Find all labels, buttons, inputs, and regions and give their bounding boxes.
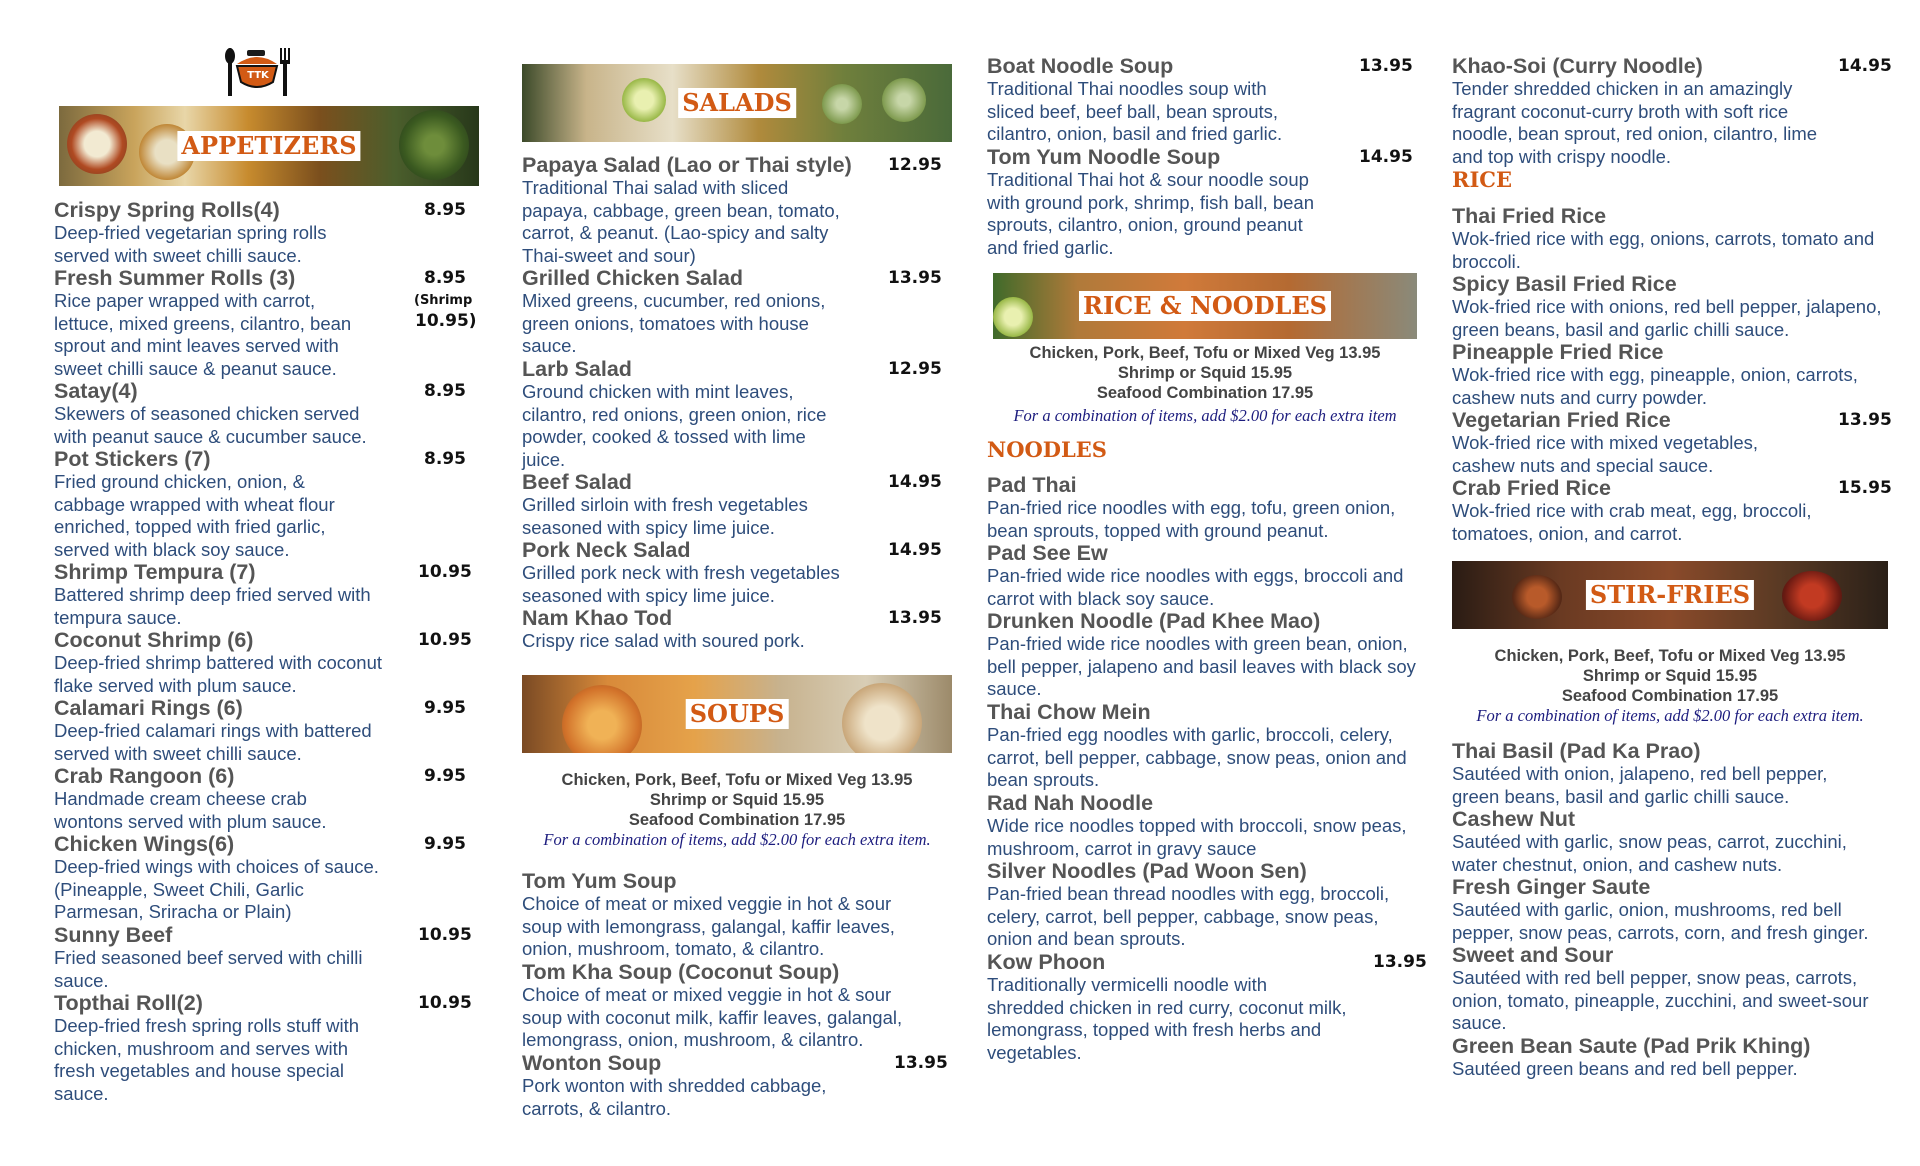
item-name: Fresh Ginger Saute (1452, 875, 1651, 899)
item-price: 15.95 (1838, 478, 1892, 498)
item-description: Fried seasoned beef served with chilli sauce. (54, 947, 363, 991)
item-name: Satay(4) (54, 379, 138, 403)
item-name: Silver Noodles (Pad Woon Sen) (987, 859, 1307, 883)
item-name: Crab Rangoon (6) (54, 764, 235, 788)
soup-bowl-image (842, 683, 922, 753)
menu-item (987, 792, 1427, 860)
item-description: Sautéed green beans and red bell pepper. (1452, 1058, 1798, 1079)
item-name: Vegetarian Fried Rice (1452, 408, 1671, 432)
item-price: 10.95 (418, 562, 472, 582)
item-description: Sautéed with onion, jalapeno, red bell pepper, green beans, basil and garlic chilli sauce. (1452, 763, 1828, 807)
item-price: 8.95 (424, 381, 466, 401)
item-name: Fresh Summer Rolls (3) (54, 266, 296, 290)
menu-item (987, 55, 1427, 146)
item-description: Choice of meat or mixed veggie in hot & sour soup with lemongrass, galangal, kaffir leaves, onion, mushroom, tomato, & cilantro. (522, 893, 895, 959)
eggplant-image (882, 78, 926, 122)
soups-options (522, 770, 952, 850)
menu-item (1452, 273, 1892, 341)
options-line: Shrimp or Squid 15.95 (649, 791, 825, 809)
menu-item (54, 561, 484, 629)
item-price: 12.95 (888, 359, 942, 379)
item-price: 13.95 (1373, 952, 1427, 972)
item-name: Wonton Soup (522, 1051, 662, 1075)
item-name: Beef Salad (522, 470, 632, 494)
item-description: Deep-fried vegetarian spring rolls served with sweet chilli sauce. (54, 222, 327, 266)
options-line: Shrimp or Squid 15.95 (1582, 667, 1758, 685)
item-name: Shrimp Tempura (7) (54, 560, 256, 584)
appetizers-list (54, 199, 484, 1105)
noodles-list (987, 474, 1427, 1064)
menu-item (54, 380, 484, 448)
section-title-rice-noodles: RICE & NOODLES (1079, 291, 1331, 321)
item-name: Thai Chow Mein (987, 700, 1151, 724)
item-description: Pan-fried egg noodles with garlic, broccoli, celery, carrot, bell pepper, cabbage, snow peas, onion and bean sprouts. (987, 724, 1407, 790)
options-line: Seafood Combination 17.95 (1096, 384, 1314, 402)
menu-item (987, 542, 1427, 610)
salads-list (522, 154, 952, 653)
item-name: Drunken Noodle (Pad Khee Mao) (987, 609, 1321, 633)
item-description: Wok-fried rice with crab meat, egg, broccoli, tomatoes, onion, and carrot. (1452, 500, 1812, 544)
menu-item (522, 358, 952, 471)
item-price: 10.95 (418, 925, 472, 945)
menu-item (54, 924, 484, 992)
menu-item (522, 1052, 952, 1120)
menu-item (54, 199, 484, 267)
item-description: Pan-fried bean thread noodles with egg, broccoli, celery, carrot, bell pepper, cabbage, snow peas, onion and bean sprouts. (987, 883, 1390, 949)
item-description: Rice paper wrapped with carrot, lettuce, mixed greens, cilantro, bean sprout and mint leaves served with sweet chilli sauce & peanut sauce. (54, 290, 352, 379)
item-description: Sautéed with garlic, onion, mushrooms, red bell pepper, snow peas, carrots, corn, and fresh ginger. (1452, 899, 1869, 943)
item-name: Crispy Spring Rolls(4) (54, 198, 280, 222)
eggplant-image (822, 84, 862, 124)
menu-item (1452, 1035, 1892, 1081)
options-line: Seafood Combination 17.95 (1561, 687, 1779, 705)
menu-item (522, 961, 952, 1052)
item-description: Traditional Thai salad with sliced papaya, cabbage, green bean, tomato, carrot, & peanut. (Lao-spicy and salty Thai-sweet and sour) (522, 177, 840, 266)
item-price: 9.95 (424, 766, 466, 786)
menu-item (522, 539, 952, 607)
item-description: Traditional Thai noodles soup with sliced beef, beef ball, bean sprouts, cilantro, onion, basil and fried garlic. (987, 78, 1283, 144)
item-price: 9.95 (424, 698, 466, 718)
item-description: Wide rice noodles topped with broccoli, snow peas, mushroom, carrot in gravy sauce (987, 815, 1407, 859)
item-name: Boat Noodle Soup (987, 54, 1174, 78)
menu-item (54, 629, 484, 697)
item-description: Sautéed with garlic, snow peas, carrot, zucchini, water chestnut, onion, and cashew nuts. (1452, 831, 1847, 875)
menu-item (522, 267, 952, 358)
item-price: 13.95 (894, 1053, 948, 1073)
item-name: Khao-Soi (Curry Noodle) (1452, 54, 1703, 78)
section-title-salads: SALADS (678, 88, 796, 118)
pepper-image (1782, 571, 1842, 621)
item-name: Pork Neck Salad (522, 538, 691, 562)
item-description: Deep-fried wings with choices of sauce.(Pineapple, Sweet Chili, Garlic Parmesan, Sriracha or Plain) (54, 856, 379, 922)
menu-item (54, 267, 484, 380)
menu-item (54, 448, 484, 561)
item-name: Pad Thai (987, 473, 1077, 497)
section-title-appetizers: APPETIZERS (177, 131, 360, 161)
item-name: Tom Yum Noodle Soup (987, 145, 1221, 169)
item-name: Cashew Nut (1452, 807, 1576, 831)
menu-item (1452, 55, 1892, 168)
menu-item (522, 870, 952, 961)
item-name: Crab Fried Rice (1452, 476, 1611, 500)
item-name: Pineapple Fried Rice (1452, 340, 1664, 364)
item-description: Grilled sirloin with fresh vegetables seasoned with spicy lime juice. (522, 494, 808, 538)
item-price: 8.95 (424, 268, 466, 288)
item-description: Traditionally vermicelli noodle with shredded chicken in red curry, coconut milk, lemongrass, topped with fresh herbs and vegetables. (987, 974, 1347, 1063)
item-name: Sunny Beef (54, 923, 173, 947)
food-bowl-image (67, 114, 127, 174)
item-description: Skewers of seasoned chicken served with peanut sauce & cucumber sauce. (54, 403, 367, 447)
item-name: Calamari Rings (6) (54, 696, 243, 720)
section-title-soups: SOUPS (686, 699, 789, 729)
item-name: Chicken Wings(6) (54, 832, 235, 856)
pepper-image (1512, 575, 1562, 619)
soups-list (522, 870, 952, 1120)
stir-fries-list (1452, 740, 1892, 1081)
item-name: Thai Fried Rice (1452, 204, 1607, 228)
item-description: Pan-fried rice noodles with egg, tofu, green onion, bean sprouts, topped with ground peanut. (987, 497, 1396, 541)
menu-item (54, 697, 484, 765)
menu-item (522, 154, 952, 267)
logo-text: TTK (247, 70, 269, 81)
item-price: 14.95 (888, 472, 942, 492)
options-line: Chicken, Pork, Beef, Tofu or Mixed Veg 13.95 (1494, 647, 1846, 665)
item-description: Crispy rice salad with soured pork. (522, 630, 805, 651)
menu-item (1452, 944, 1892, 1035)
menu-item (987, 860, 1427, 951)
item-description: Deep-fried fresh spring rolls stuff with chicken, mushroom and serves with fresh vegetables and house special sauce. (54, 1015, 360, 1104)
rice-noodles-options (993, 343, 1417, 426)
rice-noodles-banner (993, 273, 1417, 339)
menu-item (1452, 808, 1892, 876)
menu-item (54, 765, 484, 833)
options-note: For a combination of items, add $2.00 for each extra item. (543, 830, 931, 849)
item-description: Ground chicken with mint leaves, cilantro, red onions, green onion, rice powder, cooked & tossed with lime juice. (522, 381, 827, 470)
item-price: 12.95 (888, 155, 942, 175)
item-price: 10.95 (418, 993, 472, 1013)
menu-item (1452, 477, 1892, 545)
menu-item (987, 610, 1427, 701)
options-line: Chicken, Pork, Beef, Tofu or Mixed Veg 13.95 (561, 771, 913, 789)
menu-item (987, 951, 1427, 1064)
item-description: Handmade cream cheese crab wontons served with plum sauce. (54, 788, 327, 832)
section-title-stir-fries: STIR-FRIES (1586, 580, 1754, 610)
item-description: Wok-fried rice with mixed vegetables, cashew nuts and special sauce. (1452, 432, 1759, 476)
item-description: Traditional Thai hot & sour noodle soup with ground pork, shrimp, fish ball, bean sprouts, cilantro, onion, ground peanut and fried garlic. (987, 169, 1315, 258)
options-note: For a combination of items, add $2.00 for each extra item (1013, 406, 1397, 425)
khao-soi-item (1452, 55, 1892, 168)
rice-list (1452, 205, 1892, 545)
item-name: Rad Nah Noodle (987, 791, 1154, 815)
item-name: Kow Phoon (987, 950, 1106, 974)
item-price: 8.95 (424, 449, 466, 469)
menu-item (987, 146, 1427, 259)
item-price-note: (Shrimp (414, 293, 473, 308)
lime-image (622, 78, 666, 122)
item-price: 8.95 (424, 200, 466, 220)
item-description: Grilled pork neck with fresh vegetables seasoned with spicy lime juice. (522, 562, 840, 606)
item-name: Tom Kha Soup (Coconut Soup) (522, 960, 840, 984)
item-description: Pork wonton with shredded cabbage, carrots, & cilantro. (522, 1075, 827, 1119)
item-name: Coconut Shrimp (6) (54, 628, 254, 652)
item-name: Pot Stickers (7) (54, 447, 211, 471)
item-description: Pan-fried wide rice noodles with eggs, broccoli and carrot with black soy sauce. (987, 565, 1404, 609)
section-title-noodles: NOODLES (987, 437, 1107, 462)
item-name: Tom Yum Soup (522, 869, 677, 893)
item-price: 13.95 (1838, 410, 1892, 430)
herb-image (399, 110, 469, 180)
menu-item (522, 607, 952, 653)
item-description: Battered shrimp deep fried served with tempura sauce. (54, 584, 371, 628)
noodle-soups-list (987, 55, 1427, 259)
item-description: Fried ground chicken, onion, & cabbage wrapped with wheat flour enriched, topped with fried garlic, served with black soy sauce. (54, 471, 335, 560)
stir-fries-banner (1452, 561, 1888, 629)
item-price: 14.95 (1359, 147, 1413, 167)
section-title-rice: RICE (1452, 167, 1512, 192)
item-description: Tender shredded chicken in an amazingly fragrant coconut-curry broth with soft rice noodle, bean sprout, red onion, cilantro, lime and top with crispy noodle. (1452, 78, 1818, 167)
menu-item (1452, 409, 1892, 477)
salads-banner (522, 64, 952, 142)
item-price: 13.95 (1359, 56, 1413, 76)
item-name: Nam Khao Tod (522, 606, 673, 630)
soups-banner (522, 675, 952, 753)
item-name: Grilled Chicken Salad (522, 266, 744, 290)
item-name: Spicy Basil Fried Rice (1452, 272, 1677, 296)
item-name: Pad See Ew (987, 541, 1108, 565)
menu-item (987, 474, 1427, 542)
item-description: Pan-fried wide rice noodles with green bean, onion, bell pepper, jalapeno and basil leaves with black soy sauce. (987, 633, 1416, 699)
item-description: Wok-fried rice with egg, onions, carrots, tomato and broccoli. (1452, 228, 1875, 272)
options-line: Seafood Combination 17.95 (628, 811, 846, 829)
item-description: Sautéed with red bell pepper, snow peas, carrots, onion, tomato, pineapple, zucchini, and sweet-sour sauce. (1452, 967, 1869, 1033)
item-description: Wok-fried rice with egg, pineapple, onion, carrots, cashew nuts and curry powder. (1452, 364, 1858, 408)
appetizers-banner (59, 106, 479, 186)
item-price: 14.95 (1838, 56, 1892, 76)
item-name: Topthai Roll(2) (54, 991, 203, 1015)
item-name: Thai Basil (Pad Ka Prao) (1452, 739, 1701, 763)
menu-item (522, 471, 952, 539)
item-name: Larb Salad (522, 357, 632, 381)
item-price: 10.95 (418, 630, 472, 650)
item-price: 13.95 (888, 608, 942, 628)
item-price-alt: 10.95) (415, 311, 477, 331)
item-name: Green Bean Saute (Pad Prik Khing) (1452, 1034, 1811, 1058)
item-price: 14.95 (888, 540, 942, 560)
item-name: Sweet and Sour (1452, 943, 1614, 967)
menu-item (987, 701, 1427, 792)
item-description: Deep-fried shrimp battered with coconut flake served with plum sauce. (54, 652, 383, 696)
item-description: Mixed greens, cucumber, red onions, green onions, tomatoes with house sauce. (522, 290, 826, 356)
options-note: For a combination of items, add $2.00 for each extra item. (1476, 706, 1864, 725)
item-description: Wok-fried rice with onions, red bell pepper, jalapeno, green beans, basil and garlic chilli sauce. (1452, 296, 1882, 340)
item-description: Deep-fried calamari rings with battered served with sweet chilli sauce. (54, 720, 372, 764)
options-line: Shrimp or Squid 15.95 (1117, 364, 1293, 382)
stir-fries-options (1452, 646, 1888, 726)
menu-item (1452, 740, 1892, 808)
menu-item (54, 992, 484, 1105)
item-name: Papaya Salad (Lao or Thai style) (522, 153, 852, 177)
item-price: 9.95 (424, 834, 466, 854)
item-price: 13.95 (888, 268, 942, 288)
menu-item (54, 833, 484, 924)
menu-item (1452, 876, 1892, 944)
options-line: Chicken, Pork, Beef, Tofu or Mixed Veg 13.95 (1029, 344, 1381, 362)
item-description: Choice of meat or mixed veggie in hot & sour soup with coconut milk, kaffir leaves, galangal, lemongrass, onion, mushroom, & cilantro. (522, 984, 903, 1050)
restaurant-logo (221, 46, 293, 98)
soup-bowl-image (562, 685, 642, 753)
menu-item (1452, 205, 1892, 273)
lime-image (993, 297, 1033, 337)
menu-item (1452, 341, 1892, 409)
